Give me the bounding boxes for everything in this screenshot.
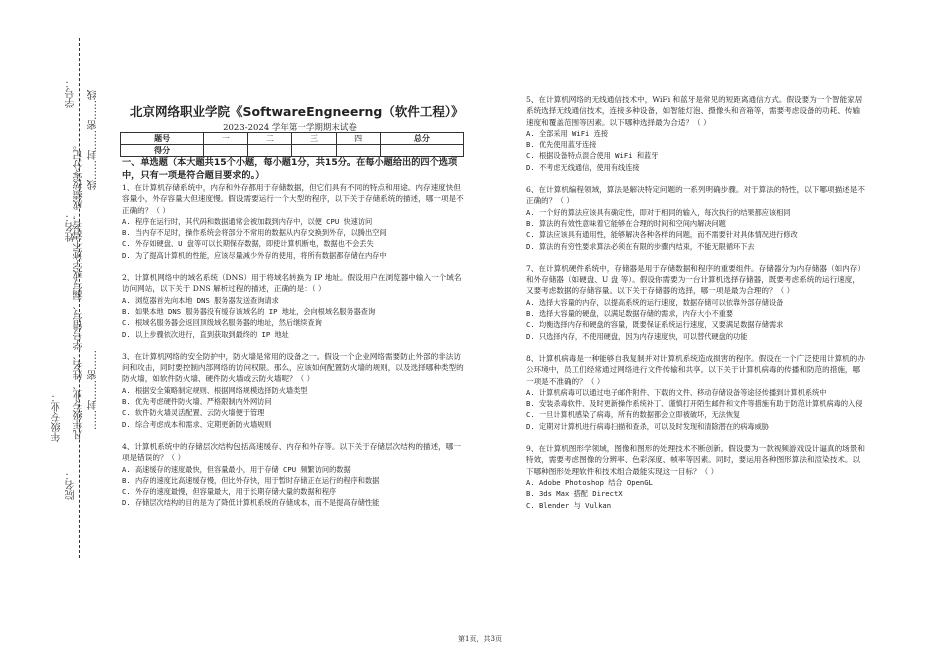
binding-notice-bottom: ……封……密…… [88,350,99,430]
option-a: A. Adobe Photoshop 结合 OpenGL [526,477,653,487]
option-c: C. 算法应该具有通用性，能够解决各种各样的问题，而不需要针对具体情况进行修改 [526,230,798,240]
page-number: 第1页，共3页 [458,635,502,643]
question-2 [122,272,464,340]
binding-notice-top: 线……封……密……线 [88,90,99,190]
option-a: A. 计算机病毒可以通过电子邮件附件、下载的文件、移动存储设备等途径传播到计算机系统中 [526,387,827,397]
right-column [526,94,866,511]
option-a: A. 高速缓存的速度最快，但容量最小，用于存储 CPU 频繁访问的数据 [122,464,351,474]
question-8 [526,353,866,432]
binding-margin [20,20,115,660]
score-cell [380,145,463,157]
option-c: C. 根域名服务器会返回顶级域名服务器的地址，然后继续查询 [122,318,322,328]
option-b: B. 如果本地 DNS 服务器没有缓存该域名的 IP 地址，会向根域名服务器查询 [122,306,376,316]
school-label: 院名： [66,470,77,500]
option-c: C. 均衡选择内存和硬盘的容量，既要保证系统运行速度，又要满足数据存储需求 [526,320,784,330]
option-b: B. 算法的有效性意味着它能够在合理的时间和空间内解决问题 [526,218,726,228]
option-b: B. 3ds Max 搭配 DirectX [526,489,623,499]
question-stem: 9、在计算机图形学领域，图像和图形的处理技术不断创新。假设要为一款视频游戏设计逼真的场景和特效，需要考虑图像的分辨率、色彩深度、帧率等因素。同时，要运用各种图形算法和渲染技术。以下哪种图形处理软件和技术组合最能实现这一目标？（ ） [526,444,865,476]
question-stem: 3、在计算机网络的安全防护中，防火墙是常用的设备之一。假设一个企业网络需要防止外部的非法访问和攻击，同时要控制内部网络的访问权限。那么，应该如何配置防火墙的规则，以及选择哪种类型的防火墙，如软件防火墙、硬件防火墙或云防火墙呢？（ ） [122,351,464,384]
option-d: D. 只选择内存，不使用硬盘，因为内存速度快，可以替代硬盘的功能 [526,331,748,341]
question-1 [122,182,464,261]
student-id-label: 学号： [66,78,77,108]
grade-major-label: 年级专业： [52,392,63,442]
option-a: A. 全部采用 WiFi 连接 [526,128,609,138]
question-7 [526,263,866,342]
score-table-score-row [121,145,464,157]
option-a: A. 浏览器首先向本地 DNS 服务器发送查询请求 [122,295,279,305]
exam-title: 北京网络职业学院《SoftwareEngneerng（软件工程）》 [130,104,464,119]
score-table-header-row [121,133,464,145]
option-b: B. 内存的速度比高速缓存慢，但比外存快，用于暂时存储正在运行的程序和数据 [122,475,380,485]
score-cell: 三 [292,133,336,145]
score-cell [292,145,336,157]
question-5 [526,94,866,173]
binding-notice: 凡年级专业、姓名、学号错写、漏写或字迹不清者，成绩按零分记。 [74,140,85,440]
option-b: B. 优先考虑硬件防火墙、严格限制内外网访问 [122,397,272,407]
section-heading: 一、单选题（本大题共15个小题，每小题1分，共15分。在每小题给出的四个选项中，只有一项是符合题目要求的。） [122,157,458,181]
option-d: D. 不考虑无线通信，使用有线连接 [526,162,640,172]
option-b: B. 优先使用蓝牙连接 [526,140,597,150]
option-c: C. 外存如硬盘、U 盘等可以长期保存数据，即使计算机断电，数据也不会丢失 [122,239,374,249]
option-d: D. 为了提高计算机的性能，应该尽量减少外存的使用，将所有数据都存储在内存中 [122,250,387,260]
question-stem: 7、在计算机硬件系统中，存储器是用于存储数据和程序的重要组件。存储器分为内存储器（如内存）和外存储器（如硬盘、U 盘 等）。假设你需要为一台计算机选择存储器，既要考虑系统的运行速度，又要考虑数据的存储容量。以下关于存储器的选择，哪一项是最为合理的？（ ） [526,263,865,296]
question-6 [526,184,866,252]
option-d: D. 定期对计算机进行病毒扫描和查杀，可以及时发现和清除潜在的病毒威胁 [526,421,769,431]
option-a: A. 根据安全策略制定规则、根据网络规模选择防火墙类型 [122,385,308,395]
score-cell: 题号 [121,133,204,145]
option-d: D. 算法的有穷性要求算法必须在有限的步骤内结束，不能无限循环下去 [526,241,755,251]
score-cell [248,145,292,157]
question-4 [122,441,464,509]
question-stem: 4、计算机系统中的存储层次结构包括高速缓存、内存和外存等。以下关于存储层次结构的描述，哪一项是错误的？（ ） [122,441,461,463]
score-cell: 四 [336,133,380,145]
score-cell: 得分 [121,145,204,157]
option-d: D. 以上步骤依次进行，直到获取到最终的 IP 地址 [122,329,289,339]
option-a: A. 程序在运行时，其代码和数据通常会被加载到内存中，以便 CPU 快速访问 [122,216,373,226]
question-stem: 6、在计算机编程领域，算法是解决特定问题的一系列明确步骤。对于算法的特性，以下哪项描述是不正确的？（ ） [526,185,865,206]
exam-subtitle: 2023-2024 学年第一学期期末试卷 [223,123,357,133]
score-cell: 一 [204,133,248,145]
score-cell: 二 [248,133,292,145]
question-stem: 2、计算机网络中的域名系统（DNS）用于将域名转换为 IP 地址。假设用户在浏览器中输入一个域名访问网站，以下关于 DNS 解析过程的描述，正确的是：（ ） [122,273,462,294]
score-cell [204,145,248,157]
option-c: C. 软件防火墙灵活配置、云防火墙便于管理 [122,408,265,418]
option-a: A. 一个好的算法应该具有确定性，即对于相同的输入，每次执行的结果都应该相同 [526,207,791,217]
option-c: C. 一旦计算机感染了病毒，所有的数据都会立即被破坏，无法恢复 [526,410,741,420]
left-column [122,156,464,509]
option-b: B. 选择大容量的硬盘，以满足数据存储的需求，内存大小不重要 [526,309,734,319]
score-table [120,132,464,157]
option-c: C. Blender 与 Vulkan [526,500,612,510]
option-c: C. 外存的速度最慢，但容量最大，用于长期存储大量的数据和程序 [122,487,337,497]
option-d: D. 存储层次结构的目的是为了降低计算机系统的存储成本，而不是提高存储性能 [122,498,380,508]
score-cell: 总分 [380,133,463,145]
question-stem: 5、在计算机网络的无线通信技术中，WiFi 和蓝牙是常见的短距离通信方式。假设要为一个智能家居系统选择无线通信技术，连接多种设备，如智能灯泡、摄像头和音箱等，需要考虑设备的功耗、传输速度和覆盖范围等因素。以下哪种选择最为合适？（ ） [526,95,863,127]
option-c: C. 根据设备特点混合使用 WiFi 和蓝牙 [526,151,659,161]
question-stem: 8、计算机病毒是一种能够自我复制并对计算机系统造成损害的程序。假设在一个广泛使用计算机的办公环境中，员工们经常通过网络进行文件传输和共享。以下关于计算机病毒的传播和防范的措施，哪一项是不准确的？（ ） [526,353,865,386]
binding-dashed-line [79,38,80,558]
option-b: B. 当内存不足时，操作系统会将部分不常用的数据从内存交换到外存，以腾出空间 [122,228,387,238]
option-b: B. 安装杀毒软件、及时更新操作系统补丁、谨慎打开陌生邮件和文件等措施有助于防范计算机病毒的入侵 [526,399,863,409]
question-3 [122,351,464,430]
option-a: A. 选择大容量的内存，以提高系统的运行速度，数据存储可以依靠外部存储设备 [526,297,784,307]
option-d: D. 综合考虑成本和需求、定期更新防火墙规则 [122,419,272,429]
name-label: 姓名： [66,212,77,242]
question-9 [526,443,866,511]
score-cell [336,145,380,157]
question-stem: 1、在计算机存储系统中，内存和外存都用于存储数据，但它们具有不同的特点和用途。内存速度快但容量小，外存容量大但速度慢。假设需要运行一个大型的程序，以下关于存储系统的描述，哪一项是不正确的？（ ） [122,183,464,215]
